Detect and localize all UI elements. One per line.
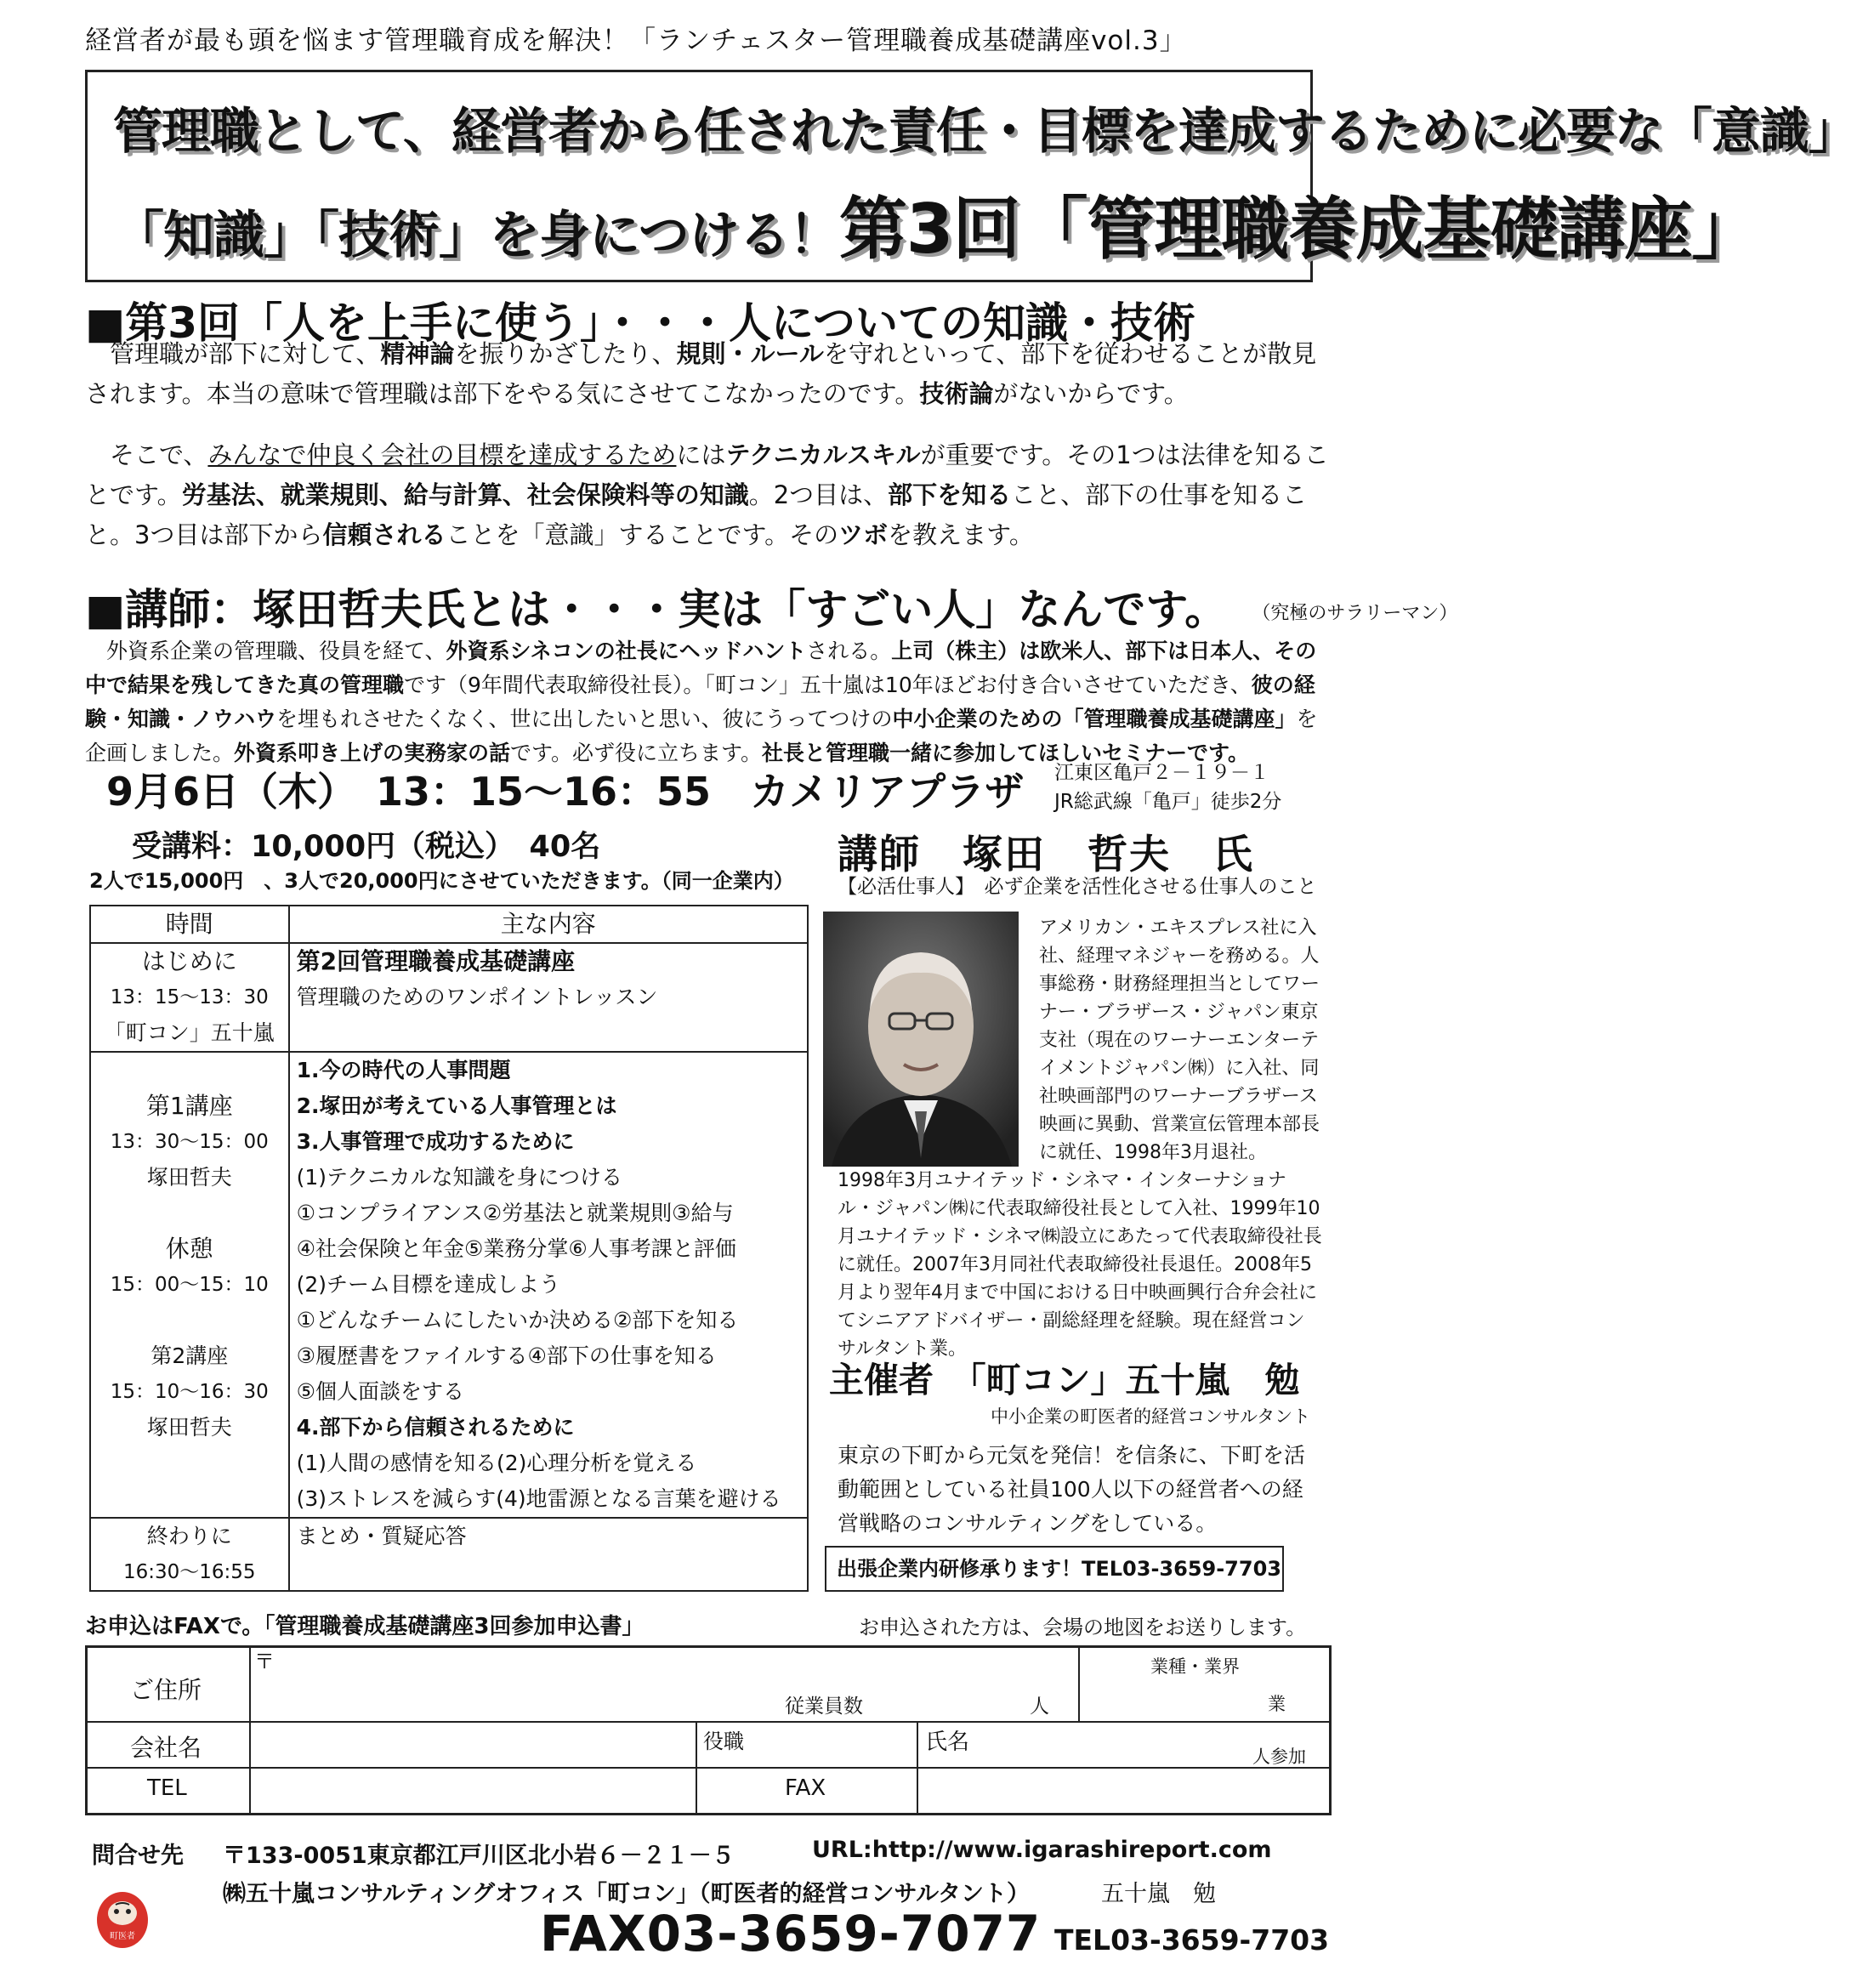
schedule-line: (1)人間の感情を知る(2)心理分析を覚える: [296, 1451, 697, 1475]
text-run: 管理職が部下に対して、: [85, 339, 381, 368]
employees-unit: 人: [1030, 1695, 1049, 1718]
schedule-content-cell: [289, 1052, 808, 1518]
text-run: 上司（株主）は欧米人、部下は日本人、その中で結果を残してきた真の管理職: [85, 639, 1317, 697]
schedule-row-lectures: [90, 1052, 808, 1518]
schedule-line: 3.人事管理で成功するために: [296, 1129, 575, 1154]
position-label: 役職: [703, 1730, 744, 1753]
lecturer-tagline: 【必活仕事人】 必ず企業を活性化させる仕事人のこと: [838, 876, 1317, 898]
onsite-training-box: 出張企業内研修承ります！TEL03-3659-7703: [825, 1546, 1284, 1592]
text-run: 部下を知る: [888, 480, 1012, 509]
schedule-line: ④社会保険と年金⑤業務分掌⑥人事考課と評価: [296, 1236, 736, 1261]
schedule-line: 1.今の時代の人事問題: [296, 1058, 511, 1082]
event-datetime-venue: 9月6日（木） 13：15～16：55 カメリアプラザ: [106, 769, 1025, 815]
schedule-row-closing: [90, 1518, 808, 1591]
address-label: ご住所: [130, 1676, 202, 1704]
headline-line-2a: 「知識」「技術」を身につける！: [113, 206, 839, 265]
headline-course-title: 第3回「管理職養成基礎講座」: [838, 190, 1759, 269]
text-run: こと、部下の仕事を知ること。3つ目は部下から: [85, 480, 1308, 549]
schedule-line: 13：15～13：30: [110, 986, 269, 1008]
organizer-description: 東京の下町から元気を発信！を信条に、下町を活動範囲としている社員100人以下の経営者への経営戦略のコンサルティングをしている。: [838, 1443, 1306, 1536]
section1-title: ■第3回「人を上手に使う」・・・人についての知識・技術: [85, 298, 1196, 348]
schedule-line: 4.部下から信頼されるために: [296, 1415, 575, 1440]
headline-line-1: 管理職として、経営者から任された責任・目標を達成するために必要な「意識」: [113, 102, 1857, 160]
fee-line: 受講料：10,000円（税込） 40名: [132, 830, 601, 864]
industry-label: 業種・業界: [1150, 1656, 1240, 1677]
text-run: 外資系企業の管理職、役員を経て、: [85, 639, 446, 663]
schedule-line: 塚田哲夫: [146, 1415, 232, 1440]
text-run: 技術論: [919, 379, 994, 408]
text-run: 社長と管理職一緒に参加してほしいセミナーです。: [762, 741, 1250, 765]
schedule-line: (3)ストレスを減らす(4)地雷源となる言葉を避ける: [296, 1486, 781, 1511]
text-run: ことを「意識」することです。その: [446, 520, 839, 549]
text-run: 外資系シネコンの社長にヘッドハント: [446, 639, 807, 663]
schedule-header-row: [90, 906, 808, 943]
schedule-line: ⑤個人面談をする: [296, 1379, 465, 1404]
text-run: を企画しました。: [85, 707, 1318, 765]
schedule-line: [91, 1303, 288, 1338]
schedule-time-cell: [90, 1518, 289, 1591]
venue-address: 江東区亀戸２－１９－１: [1054, 762, 1269, 784]
text-run: みんなで仲良く会社の目標を達成するため: [207, 440, 677, 469]
schedule-content-cell: [289, 1518, 808, 1591]
text-run: テクニカルスキル: [725, 440, 921, 469]
section1-paragraph-1: [85, 334, 1331, 414]
employees-label: 従業員数: [785, 1695, 863, 1718]
text-run: を振りかざしたり、: [454, 339, 677, 368]
lecturer-bio-part1: アメリカン・エキスプレス社に入社、経理マネジャーを務める。人事総務・財務経理担当としてワーナー・ブラザース・ジャパン東京支社（現在のワーナーエンターテイメントジャパン㈱）に入社、同社映画部門のワーナーブラザース映画に異動、営業宣伝管理本部長に就任、1998年3月退社。: [1039, 917, 1320, 1163]
schedule-col-content: 主な内容: [500, 910, 596, 938]
schedule-line: 管理職のためのワンポイントレッスン: [296, 985, 658, 1009]
daruma-logo-icon: [95, 1888, 150, 1949]
schedule-line: [91, 1196, 288, 1231]
organizer-name: 主催者 「町コン」五十嵐 勉: [829, 1360, 1300, 1400]
section2-paragraph: [85, 634, 1331, 770]
text-run: には: [676, 440, 726, 469]
schedule-content-cell: [289, 943, 808, 1052]
schedule-line: 13：30～15：00: [110, 1131, 269, 1153]
lecturer-bio-part2: 1998年3月ユナイテッド・シネマ・インターナショナル・ジャパン㈱に代表取締役社長として入社、1999年10月ユナイテッド・シネマ㈱設立にあたって代表取締役社長に就任。2007年3月同社代表取締役社長退任。2008年5月より翌年4月まで中国における日中映画興行合弁会社にてシニアアドバイザー・副総経理を経験。現在経営コンサルタント業。: [838, 1170, 1322, 1360]
schedule-line: ③履歴書をファイルする④部下の仕事を知る: [296, 1343, 717, 1368]
schedule-line: はじめに: [141, 947, 237, 975]
contact-person: 五十嵐 勉: [1101, 1881, 1216, 1907]
schedule-line: 終わりに: [146, 1524, 232, 1548]
postal-mark: 〒: [254, 1650, 275, 1673]
schedule-table: [89, 905, 809, 1592]
schedule-line: ①コンプライアンス②労基法と就業規則③給与: [296, 1201, 734, 1225]
schedule-line: 休憩: [165, 1235, 213, 1263]
schedule-col-time: 時間: [165, 910, 213, 938]
contact-company: ㈱五十嵐コンサルティングオフィス「町コン」（町医者的経営コンサルタント）: [223, 1881, 1031, 1907]
contact-address: 〒133-0051東京都江戸川区北小岩６－２１－５: [223, 1843, 735, 1869]
lecturer-photo: [823, 912, 1019, 1167]
schedule-line: 塚田哲夫: [146, 1165, 232, 1190]
text-run: を守れといって、部下を従わせることが散見されます。本当の意味で管理職は部下をやる気にさせてこなかったのです。: [85, 339, 1317, 408]
company-label: 会社名: [130, 1734, 202, 1762]
text-run: がないからです。: [993, 379, 1189, 408]
schedule-line: まとめ・質疑応答: [296, 1524, 467, 1548]
text-run: 外資系叩き上げの実務家の話: [234, 741, 511, 765]
application-form: [85, 1645, 1332, 1815]
industry-unit: 業: [1268, 1694, 1286, 1714]
top-tagline: 経営者が最も頭を悩ます管理職育成を解決！「ランチェスター管理職養成基礎講座vol.3」: [85, 26, 1187, 56]
schedule-line: 15：00～15：10: [110, 1274, 269, 1296]
text-run: です（9年間代表取締役社長）。「町コン」五十嵐は10年ほどお付き合いさせていただき、: [404, 673, 1252, 697]
participants-unit: 人参加: [1252, 1747, 1306, 1767]
name-label: 氏名: [925, 1730, 970, 1755]
fee-discount-note: 2人で15,000円 、3人で20,000円にさせていただきます。（同一企業内）: [89, 869, 794, 893]
text-run: が重要です。その1つは法律を知ることです。: [85, 440, 1329, 509]
schedule-line: [91, 1053, 288, 1088]
schedule-line: 15：10～16：30: [110, 1381, 269, 1403]
tel-number: TEL03-3659-7703: [1054, 1923, 1330, 1957]
section2-title-note: （究極のサラリーマン）: [1252, 603, 1458, 624]
schedule-time-cell: [90, 1052, 289, 1518]
fax-label: FAX: [785, 1775, 826, 1801]
tel-label: TEL: [147, 1775, 187, 1801]
text-run: 精神論: [380, 339, 455, 368]
schedule-line: 第2回管理職養成基礎講座: [296, 947, 576, 975]
text-run: を教えます。: [888, 520, 1034, 549]
contact-label: 問合せ先: [92, 1843, 184, 1869]
text-run: 彼の経験・知識・ノウハウ: [85, 673, 1315, 731]
section2-heading: [85, 576, 1457, 637]
schedule-line: (1)テクニカルな知識を身につける: [296, 1165, 623, 1190]
text-run: ツボ: [838, 520, 889, 549]
text-run: 労基法、就業規則、給与計算、社会保険料等の知識: [181, 480, 749, 509]
text-run: を埋もれさせたくなく、世に出したいと思い、彼にうってつけの: [276, 707, 893, 731]
contact-url[interactable]: URL:http://www.igarashireport.com: [812, 1837, 1272, 1863]
schedule-time-cell: [90, 943, 289, 1052]
text-run: 中小企業のための「管理職養成基礎講座」: [892, 707, 1297, 731]
text-run: 。2つ目は、: [748, 480, 889, 509]
schedule-line: 16:30～16:55: [123, 1561, 256, 1583]
venue-address-block: [1054, 758, 1281, 816]
schedule-row-opening: [90, 943, 808, 1052]
text-run: 信頼される: [322, 520, 446, 549]
text-run: です。必ず役に立ちます。: [510, 741, 763, 765]
venue-access: JR総武線「亀戸」徒歩2分: [1054, 791, 1282, 813]
fax-number: FAX03-3659-7077: [540, 1905, 1042, 1962]
application-heading: お申込はFAXで。「管理職養成基礎講座3回参加申込書」: [85, 1614, 645, 1639]
schedule-line: (2)チーム目標を達成しよう: [296, 1272, 561, 1297]
organizer-subtitle: 中小企業の町医者的経営コンサルタント: [991, 1406, 1311, 1427]
section2-title: ■講師：塚田哲夫氏とは・・・実は「すごい人」なんです。: [85, 585, 1228, 634]
headline-line-2: [113, 174, 1758, 272]
section1-paragraph-2: [85, 435, 1331, 555]
text-run: そこで、: [85, 440, 208, 469]
schedule-line: 第1講座: [145, 1092, 233, 1120]
schedule-line: 第2講座: [150, 1343, 229, 1368]
schedule-line: ①どんなチームにしたいか決める②部下を知る: [296, 1308, 739, 1332]
schedule-line: 「町コン」五十嵐: [104, 1020, 275, 1045]
text-run: される。: [806, 639, 892, 663]
daruma-text: 町医者: [110, 1932, 135, 1941]
application-note: お申込された方は、会場の地図をお送りします。: [859, 1616, 1307, 1639]
headline-box: [85, 70, 1857, 282]
lecturer-name: 講師 塚田 哲夫 氏: [838, 832, 1254, 878]
schedule-line: 2.塚田が考えている人事管理とは: [296, 1093, 617, 1118]
text-run: 規則・ルール: [676, 339, 824, 368]
